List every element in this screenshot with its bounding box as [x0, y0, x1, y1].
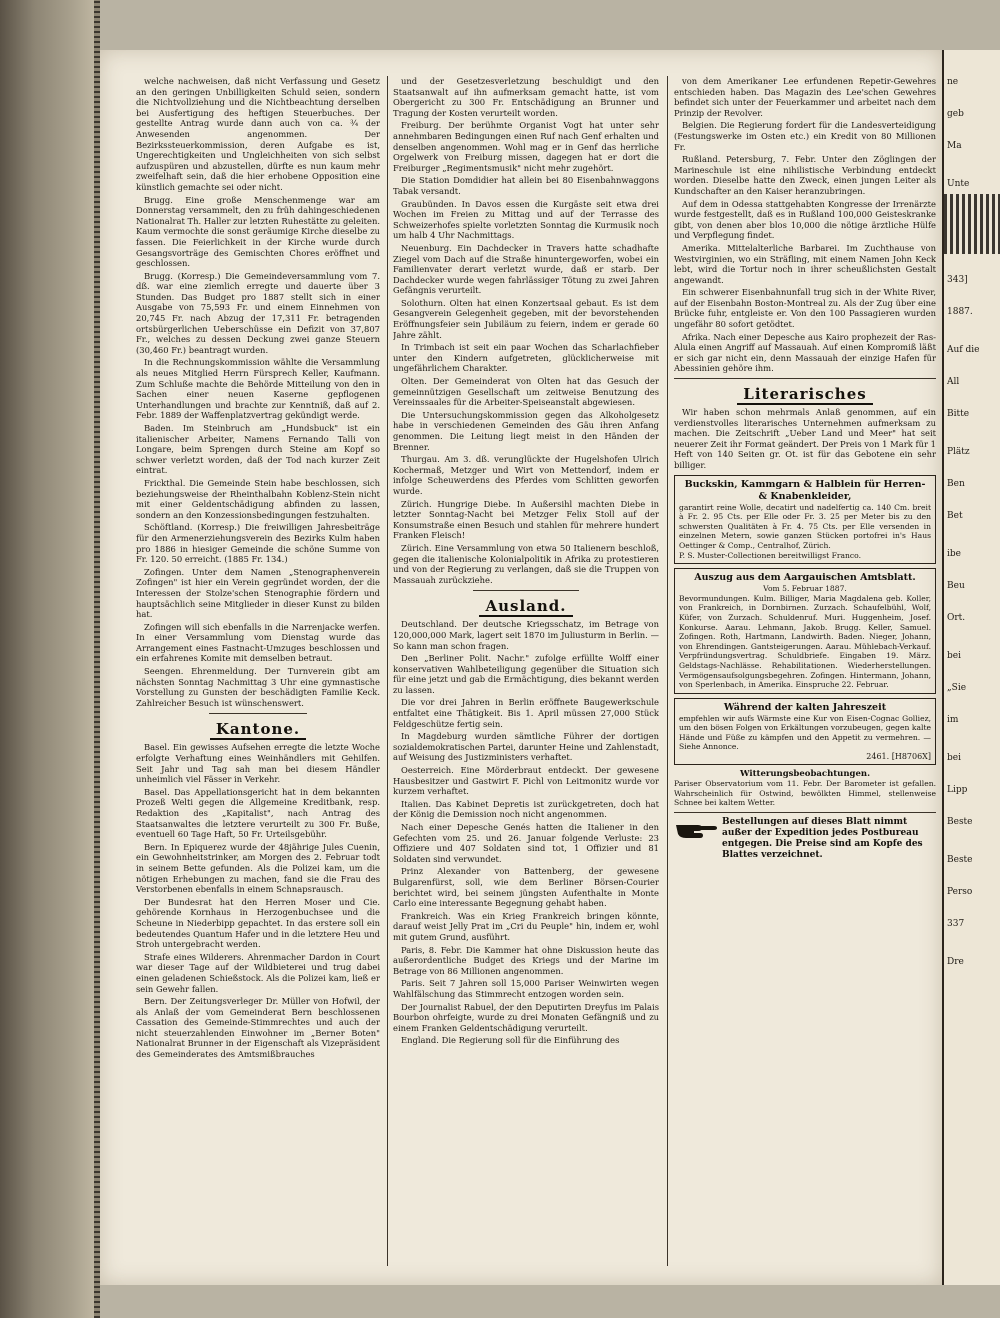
article-paragraph: In Magdeburg wurden sämtliche Führer der dortigen sozialdemokratischen Partei, darunter Heine und Zahlenstadt, auf Weisung des Justizministers verhaftet. [393, 731, 659, 763]
adjacent-page-fragment: Bitte [947, 409, 970, 419]
adjacent-page-fragment: 343] [947, 275, 968, 285]
article-paragraph: Bern. In Epiquerez wurde der 48jährige Jules Cuenin, ein Gewohnheitstrinker, am Morgen des 2. Februar todt in seinem Bette gefunden. Als die Polizei kam, um die nötigen Erhebungen zu machen, fand sie die Frau des Verstorbenen ebenfalls in einem Schnapsrausch. [136, 841, 380, 895]
adjacent-page-fragment: „Sie [947, 683, 967, 693]
article-paragraph: Brugg. Eine große Menschenmenge war am Donnerstag versammelt, den zu früh dahingeschiedenen Nationalrat Th. Haller zur letzten Ruhestätte zu geleiten. Kaum vermochte die sonst geräumige Kirche dieselbe zu fassen. Die Feierlichkeit in der Kirche wurde durch Gesangsvorträge des Gemischten Chores eröffnet und geschlossen. [136, 194, 380, 269]
adjacent-page-fragment: Unte [947, 179, 970, 189]
adjacent-page-fragment: All [947, 377, 960, 387]
adjacent-page-fragment: Perso [947, 887, 973, 897]
adjacent-page-fragment: Beste [947, 817, 973, 827]
amtsblatt-body: Bevormundungen. Kulm. Billiger, Maria Magdalena geb. Koller, von Frankreich, in Dornbirnen. Zurzach. Schaufelbühl, Wolf, Küfer, von Zurzach. Schuldenruf. Muri. Huggenheim, Josef. Konkurse. Aarau. Lehmann, Jakob. Brugg. Keller, Samuel. Zofingen. Roth, Hartmann, Landwirth. Baden. Nieger, Johann, von Ehrendingen. Gantsteigerungen. Aarau. Mühlebach-Verkauf. Verpfründungsvertrag. Schuldbriefe. Eingaben 19. März. Geldstags-Nachlässe. Rehabilitationen. Wiederherstellungen. Vermögensaufsolgungsbegehren. Zofingen. Hintermann, Johann, von Sperlenbach, in Amerika. Einspruche 22. Februar. [679, 593, 931, 690]
ad-body: garantirt reine Wolle, decatirt und nadelfertig ca. 140 Cm. breit à Fr. 2. 95 Cts. per Elle oder Fr. 3. 25 per Meter bis zu den schwersten Qualitäten à Fr. 4. 75 Cts. per Elle versenden in einzelnen Metern, sowie ganzen Stücken portofrei in's Haus Oettinger & Comp., Centralhof, Zürich. [679, 502, 931, 550]
divider [209, 713, 307, 714]
article-paragraph: Zofingen will sich ebenfalls in die Narrenjacke werfen. In einer Versammlung vom Dienstag wurde das Arrangement eines Fastnacht-Umzuges beschlossen und ein erfahrenes Komite mit demselben betraut. [136, 621, 380, 664]
divider [473, 590, 579, 591]
article-paragraph: Zürich. Hungrige Diebe. In Außersihl machten Diebe in letzter Sonntag-Nacht bei Metzger Felix Stoll auf der Konsumstraße einen Besuch und stahlen für mehrere hundert Franken Fleisch! [393, 498, 659, 541]
weather-title: Witterungsbeobachtungen. [739, 769, 871, 780]
article-paragraph: und der Gesetzesverletzung beschuldigt und den Staatsanwalt auf ihn aufmerksam gemacht hatte, ist vom Obergericht zu 300 Fr. Entschädigung an Brunner und Tragung der Kosten verurteilt worden. [393, 76, 659, 118]
adjacent-page-fragment: Ma [947, 141, 962, 151]
ad-body: empfehlen wir aufs Wärmste eine Kur von Eisen-Cognac Golliez, um den bösen Folgen von Erkältungen vorzubeugen, gegen kalte Hände und Füße zu kämpfen und den Appetit zu vermehren. — Siehe Annonce. [679, 713, 931, 752]
article-paragraph: Oesterreich. Eine Mörderbraut entdeckt. Der gewesene Hausbesitzer und Gastwirt F. Pichl von Leitmonitz wurde vor kurzem verhaftet. [393, 765, 659, 797]
column-1 [136, 76, 380, 1266]
adjacent-page-fragment: Plätz [947, 447, 970, 457]
article-paragraph: Schöftland. (Korresp.) Die freiwilligen Jahresbeiträge für den Armenerziehungsverein des Bezirks Kulm haben pro 1886 in hiesiger Gemeinde die schöne Summe von Fr. 120. 50 erreicht. (1885 Fr. 134.) [136, 522, 380, 565]
article-paragraph: Prinz Alexander von Battenberg, der gewesene Bulgarenfürst, soll, wie dem Berliner Börsen-Courier berichtet wird, bei seinem jüngsten Aufenthalte in Monte Carlo eine interessante Begegnung gehabt haben. [393, 866, 659, 909]
article-paragraph: Neuenburg. Ein Dachdecker in Travers hatte schadhafte Ziegel vom Dach auf die Straße hinuntergeworfen, wobei ein Familienvater derart verletzt wurde, daß er starb. Der Dachdecker wurde wegen fahrlässiger Tötung zu zwei Jahren Gefängnis verurteilt. [393, 242, 659, 296]
article-paragraph: Freiburg. Der berühmte Organist Vogt hat unter sehr annehmbaren Bedingungen einen Ruf nach Genf erhalten und denselben angenommen. Wohl mag er in Genf das herrliche Orgelwerk von Freiburg missen, dagegen hat er dort die Freiburger „Regimentsmusik" nicht mehr zugehört. [393, 120, 659, 173]
article-paragraph: Ein schwerer Eisenbahnunfall trug sich in der White River, auf der Eisenbahn Boston-Montreal zu. Als der Zug über eine Brücke fuhr, entgleiste er. Von den 100 Passagieren wurden ungefähr 80 sofort getödtet. [674, 287, 936, 330]
article-paragraph: Den „Berliner Polit. Nachr." zufolge erfüllte Wolff einer konservativen Wahlbeteiligung gegenüber die Situation sich für eine jetzt und gab die Ermächtigung, dies bekannt werden zu lassen. [393, 653, 659, 695]
adjacent-page-fragment: ne [947, 77, 959, 87]
column-rule [667, 76, 668, 1266]
adjacent-page-fragment: Dre [947, 957, 964, 967]
adjacent-page-fragment: Bet [947, 511, 963, 521]
article-paragraph: Die Station Domdidier hat allein bei 80 Eisenbahnwaggons Tabak versandt. [393, 175, 659, 196]
article-paragraph: Baden. Im Steinbruch am „Hundsbuck" ist ein italienischer Arbeiter, Namens Fernando Talli von Longare, beim Sprengen durch Steine am Kopf so schwer verletzt worden, daß der Tod nach kurzer Zeit eintrat. [136, 423, 380, 476]
article-paragraph: Basel. Ein gewisses Aufsehen erregte die letzte Woche erfolgte Verhaftung eines Weinhändlers mit Gehilfen. Seit Jahr und Tag sah man bei diesem Händler unheimlich viel Fässer in Verkehr. [136, 742, 380, 785]
adjacent-page-fragment: im [947, 715, 959, 725]
article-paragraph: England. Die Regierung soll für die Einführung des [401, 1035, 620, 1046]
article-paragraph: Zofingen. Unter dem Namen „Stenographenverein Zofingen" ist hier ein Verein gegründet worden, der die Interessen der Stolze'schen Stenographie fördern und hauptsächlich seine Mitglieder in dieser Kunst zu bilden hat. [136, 566, 380, 620]
article-paragraph: Amerika. Mittelalterliche Barbarei. Im Zuchthause von Westvirginien, wo ein Sträfling, mit einem Namen John Keck lebt, wird die Tortur noch in ihrer scheußlichsten Gestalt angewandt. [674, 242, 936, 285]
article-paragraph: Afrika. Nach einer Depesche aus Kairo prophezeit der Ras-Alula einen Angriff auf Massauah. Auf einen Kompromiß läßt er sich gar nicht ein, denn Massauah der einzige Hafen für Abessinien gehöre ihm. [674, 331, 936, 374]
article-paragraph: Nach einer Depesche Genés hatten die Italiener in den Gefechten vom 25. und 26. Januar folgende Verluste: 23 Offiziere und 407 Soldaten sind tot, 1 Offizier und 81 Soldaten sind verwundet. [393, 822, 659, 864]
article-paragraph: Rußland. Petersburg, 7. Febr. Unter den Zöglingen der Marineschule ist eine nihilistische Verbindung entdeckt worden. Dieselbe hatte den Zweck, einen jungen Leiter als Kundschafter an den Kaiser heranzubringen. [674, 154, 936, 196]
article-paragraph: Wir haben schon mehrmals Anlaß genommen, auf ein verdienstvolles literarisches Unternehmen aufmerksam zu machen. Die Zeitschrift „Ueber Land und Meer" hat seit neuerer Zeit ihr Format geändert. Der Preis von 1 Mark für 1 Heft von 140 Seiten gr. Ot. ist für das Gebotene ein sehr billiger. [674, 407, 936, 470]
adjacent-page-fragment: Lipp [947, 785, 968, 795]
article-paragraph: Die Untersuchungskommission gegen das Alkoholgesetz habe in verschiedenen Gemeinden des Gäu ihren Anfang genommen. Die Leitung liegt meist in den Händen der Brenner. [393, 409, 659, 452]
divider [674, 378, 936, 379]
adjacent-page-fragment: Ort. [947, 613, 966, 623]
article-paragraph: Basel. Das Appellationsgericht hat in dem bekannten Prozeß Welti gegen die Allgemeine Kreditbank, resp. Redaktion des „Kapitalist", nach Antrag des Staatsanwaltes die letztere verurteilt zu 300 Fr. Buße, eventuell 60 Tage Haft, 50 Fr. Urteilsgebühr. [136, 786, 380, 840]
section-heading-literarisches: Literarisches [674, 385, 936, 403]
article-paragraph: Thurgau. Am 3. dß. verunglückte der Hugelshofen Ulrich Kochermaß, Metzger und Wirt von Mettendorf, indem er infolge Scheuwerdens des Pferdes vom Schlitten geworfen wurde. [393, 454, 659, 496]
book-binding [0, 0, 100, 1318]
article-paragraph: In die Rechnungskommission wählte die Versammlung als neues Mitglied Herrn Fürsprech Keller, Kaufmann. Zum Schluße machte die Behörde Mitteilung von den in Sachen einer neuen Kaserne gepflogenen Unterhandlungen und brachte zur Kenntniß, daß auf 2. Febr. 1889 der Waffenplatzvertrag gekündigt werde. [136, 357, 380, 421]
newspaper-page [100, 50, 942, 1285]
pointing-hand-icon [674, 817, 718, 839]
subscription-notice [674, 817, 936, 861]
article-paragraph: Bern. Der Zeitungsverleger Dr. Müller von Hofwil, der als Anlaß der vom Gemeinderat Bern beschlossenen Cassation des Gemeinde-Stimmrechtes und auch der nicht steuerzahlenden Einwohner im „Berner Boten" Nationalrat Brunner in der Eigenschaft als Vizepräsident des Gemeinderates des Amtsmißbrauches [136, 996, 380, 1060]
adjacent-page-fragment: ibe [947, 549, 961, 559]
ad-title: Buckskin, Kammgarn & Halblein für Herren- & Knabenkleider, [684, 478, 926, 502]
adjacent-page-fragment: Beste [947, 855, 973, 865]
section-heading-kantone: Kantone. [136, 720, 380, 738]
article-paragraph: Seengen. Ehrenmeldung. Der Turnverein gibt am nächsten Sonntag Nachmittag 3 Uhr eine gymnastische Vorstellung zu Gunsten der beschädigten Familie Keck. Zahlreicher Besuch ist wünschenswert. [136, 666, 380, 708]
divider [674, 812, 936, 813]
subscription-text: Bestellungen auf dieses Blatt nimmt außer der Expedition jedes Postbureau entgegen. Die Preise sind am Kopfe des Blattes verzeichnet. [722, 816, 923, 860]
column-3 [674, 76, 936, 1266]
adjacent-page-fragment: Beu [947, 581, 965, 591]
article-paragraph: Frankreich. Was ein Krieg Frankreich bringen könnte, darauf weist Jelly Prat im „Cri du Peuple" hin, indem er, wohl mit gutem Grund, ausführt. [393, 910, 659, 942]
article-paragraph: Graubünden. In Davos essen die Kurgäste seit etwa drei Wochen im Freien zu Mittag und auf der Terrasse des Schweizerhofes spielte vorletzten Sonntag die Kurmusik noch um halb 4 Uhr Nachmittags. [393, 198, 659, 241]
advertisement-buckskin [674, 475, 936, 565]
ad-postscript: P. S. Muster-Collectionen bereitwilligst Franco. [679, 550, 862, 560]
article-paragraph: Olten. Der Gemeinderat von Olten hat das Gesuch der gemeinnützigen Gesellschaft um zeitweise Benutzung des Vereinssaales für die Arbeiter-Speiseanstalt abgewiesen. [393, 376, 659, 408]
adjacent-page-fragment: bei [947, 651, 961, 661]
article-paragraph: Deutschland. Der deutsche Kriegsschatz, im Betrage von 120,000,000 Mark, lagert seit 1870 im Juliusturm in Berlin. — So kann man schon fragen. [393, 619, 659, 651]
article-paragraph: Zürich. Eine Versammlung von etwa 50 Italienern beschloß, gegen die italienische Kolonialpolitik in Afrika zu protestieren und von der Regierung zu verlangen, daß sie die Truppen von Massauah zurückziehe. [393, 542, 659, 585]
section-heading-ausland: Ausland. [393, 597, 659, 615]
article-paragraph: welche nachweisen, daß nicht Verfassung und Gesetz an den geringen Unbilligkeiten Schuld seien, sondern die Nichtvollziehung und die Nichtbeachtung derselben bei Ausfertigung des heftigen Steuerbuches. Der gestellte Antrag wurde dann auch von ca. ¾ der Anwesenden angenommen. Der Bezirkssteuerkommission, deren Aufgabe es ist, Ungerechtigkeiten und Ungleichheiten von sich selbst aufzuspüren und abzustellen, dürfte es nun kaum mehr zweifelhaft sein, daß die hier erhobene Opposition eine künstlich gemachte sei oder nicht. [136, 76, 380, 192]
ornament-band [944, 194, 1000, 254]
adjacent-page-fragment: 337 [947, 919, 965, 929]
column-3-literary-articles [674, 407, 936, 471]
article-paragraph: Italien. Das Kabinet Depretis ist zurückgetreten, doch hat der König die Demission noch nicht angenommen. [393, 798, 659, 820]
article-paragraph: Paris. Seit 7 Jahren soll 15,000 Pariser Weinwirten wegen Wahlfälschung das Stimmrecht entzogen worden sein. [393, 978, 659, 999]
article-paragraph: Der Bundesrat hat den Herren Moser und Cie. gehörende Kornhaus in Herzogenbuchsee und die Scheune in Niederbipp gepachtet. In das erstere soll ein bedeutendes Quantum Hafer und in die letztere Heu und Stroh untergebracht werden. [136, 896, 380, 950]
amtsblatt-date: Vom 5. Februar 1887. [763, 584, 847, 594]
column-rule [387, 76, 388, 1266]
weather-report [674, 769, 936, 808]
article-paragraph: Auf dem in Odessa stattgehabten Kongresse der Irrenärzte wurde festgestellt, daß es in Rußland 100,000 Geisteskranke gibt, von denen aber blos 10,000 die nötige ärztliche Hülfe und Verpflegung findet. [674, 198, 936, 241]
column-1-kantone-articles [136, 742, 380, 1059]
ad-reference: 2461. [H8706X] [866, 752, 931, 762]
amtsblatt-title: Auszug aus dem Aargauischen Amtsblatt. [694, 572, 916, 584]
amtsblatt-extract [674, 568, 936, 694]
article-paragraph: Brugg. (Korresp.) Die Gemeindeversammlung vom 7. dß. war eine ziemlich erregte und dauerte über 3 Stunden. Das Budget pro 1887 stellt sich in einer Ausgabe von 75,593 Fr. und einem Einnehmen von 20,745 Fr. nach Abzug der 17,311 Fr. betragenden ortsbürgerlichen Ueberschüsse ein Defizit von 37,807 Fr., welches zu dessen Deckung zwei ganze Steuern (30,460 Fr.) beantragt wurden. [136, 270, 380, 355]
adjacent-page-fragment: Auf die [947, 345, 980, 355]
column-2-ausland-articles [393, 619, 659, 1046]
advertisement-eisen-cognac [674, 698, 936, 765]
adjacent-page-fragment: 1887. [947, 307, 973, 317]
article-paragraph: Paris, 8. Febr. Die Kammer hat ohne Diskussion heute das außerordentliche Budget des Kriegs und der Marine im Betrage von 86 Millionen angenommen. [393, 944, 659, 976]
article-paragraph: In Trimbach ist seit ein paar Wochen das Scharlachfieber unter den Kindern aufgetreten, glücklicherweise mit ungefährlichem Charakter. [393, 342, 659, 374]
article-paragraph: Frickthal. Die Gemeinde Stein habe beschlossen, sich beziehungsweise der Rheinthalbahn Koblenz-Stein nicht mit einer Geldentschädigung abfinden zu lassen, sondern an den Konzessionsbedingungen festzuhalten. [136, 477, 380, 520]
ad-title: Während der kalten Jahreszeit [723, 701, 887, 713]
article-paragraph: von dem Amerikaner Lee erfundenen Repetir-Gewehres entschieden haben. Das Magazin des Lee'schen Gewehres befindet sich unter der Feuerkammer und arbeitet nach dem Prinzip der Revolver. [674, 76, 936, 118]
adjacent-page-edge [942, 50, 1000, 1285]
adjacent-page-fragment: bei [947, 753, 961, 763]
article-paragraph: Strafe eines Wilderers. Ahrenmacher Dardon in Court war dieser Tage auf der Wildbieterei und trug dabei einen geladenen Schießstock. Als die Polizei kam, ließ er sein Gewehr fallen. [136, 951, 380, 994]
article-paragraph: Solothurn. Olten hat einen Konzertsaal gebaut. Es ist dem Gesangverein Gelegenheit gegeben, mit der bevorstehenden Eröffnungsfeier sein Jubiläum zu feiern, indem er gerade 60 Jahre zählt. [393, 297, 659, 340]
adjacent-page-fragment: geb [947, 109, 964, 119]
adjacent-page-fragment: Ben [947, 479, 965, 489]
column-2 [393, 76, 659, 1266]
column-2-articles [393, 76, 659, 585]
column-3-articles [674, 76, 936, 374]
column-1-articles [136, 76, 380, 708]
article-paragraph: Der Journalist Rabuel, der den Deputirten Dreyfus im Palais Bourbon ohrfeigte, wurde zu drei Monaten Gefängniß und zu einem Franken Geldentschädigung verurteilt. [393, 1001, 659, 1033]
weather-body: Pariser Observatorium vom 11. Febr. Der Barometer ist gefallen. Wahrscheinlich für Ostwind, bewölkten Himmel, stellenweise Schnee bei kaltem Wetter. [674, 779, 936, 808]
article-paragraph: Belgien. Die Regierung fordert für die Landesverteidigung (Festungswerke im Osten etc.) ein Kredit von 80 Millionen Fr. [674, 120, 936, 152]
article-paragraph: Die vor drei Jahren in Berlin eröffnete Baugewerkschule entfaltet eine Thätigkeit. Bis 1. April müssen 27,000 Stück Feldgeschütze fertig sein. [393, 697, 659, 729]
